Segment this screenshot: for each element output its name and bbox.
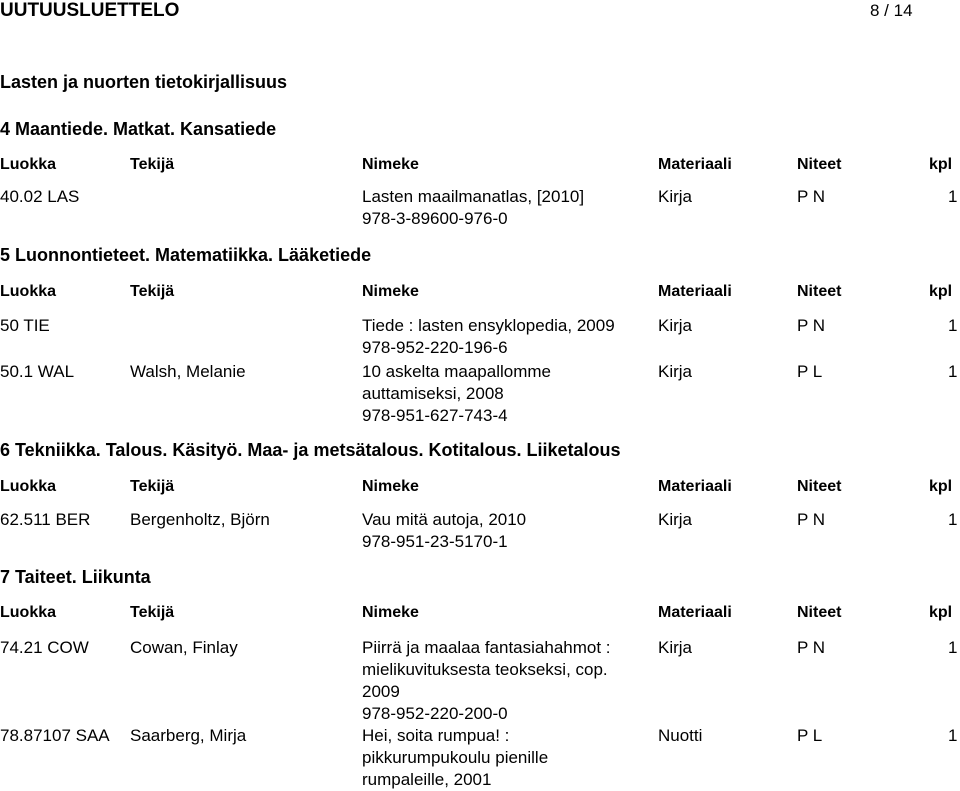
cell-nimeke bbox=[362, 186, 584, 230]
nimeke-line: 978-952-220-196-6 bbox=[362, 338, 508, 357]
section-heading: 6 Tekniikka. Talous. Käsityö. Maa- ja metsätalous. Kotitalous. Liiketalous bbox=[0, 440, 621, 460]
col-kpl: kpl bbox=[929, 156, 953, 173]
cell-luokka: 50 TIE bbox=[0, 316, 50, 335]
section-heading: 4 Maantiede. Matkat. Kansatiede bbox=[0, 119, 277, 139]
nimeke-line: 978-3-89600-976-0 bbox=[362, 209, 508, 228]
col-kpl: kpl bbox=[929, 283, 953, 300]
col-kpl: kpl bbox=[929, 478, 953, 495]
col-tekija: Tekijä bbox=[130, 156, 175, 173]
cell-kpl: 1 bbox=[948, 362, 958, 381]
nimeke-line: Piirrä ja maalaa fantasiahahmot : bbox=[362, 638, 611, 657]
nimeke-line: Hei, soita rumpua! : bbox=[362, 726, 510, 745]
cell-materiaali: Kirja bbox=[658, 187, 693, 206]
col-tekija: Tekijä bbox=[130, 283, 175, 300]
col-niteet: Niteet bbox=[797, 283, 842, 300]
cell-tekija: Walsh, Melanie bbox=[130, 362, 246, 381]
cell-niteet: P L bbox=[797, 362, 823, 381]
col-niteet: Niteet bbox=[797, 478, 842, 495]
cell-kpl: 1 bbox=[948, 316, 958, 335]
cell-kpl: 1 bbox=[948, 187, 958, 206]
col-luokka: Luokka bbox=[0, 156, 57, 173]
nimeke-line: Tiede : lasten ensyklopedia, 2009 bbox=[362, 316, 615, 335]
nimeke-line: auttamiseksi, 2008 bbox=[362, 384, 504, 403]
category-title: Lasten ja nuorten tietokirjallisuus bbox=[0, 72, 288, 92]
nimeke-line: rumpaleille, 2001 bbox=[362, 770, 492, 789]
col-nimeke: Nimeke bbox=[362, 604, 419, 621]
col-niteet: Niteet bbox=[797, 604, 842, 621]
col-nimeke: Nimeke bbox=[362, 283, 419, 300]
cell-niteet: P N bbox=[797, 638, 826, 657]
cell-kpl: 1 bbox=[948, 510, 958, 529]
cell-luokka: 40.02 LAS bbox=[0, 187, 80, 206]
col-luokka: Luokka bbox=[0, 478, 57, 495]
section-heading: 5 Luonnontieteet. Matematiikka. Lääketiede bbox=[0, 245, 372, 265]
nimeke-line: Vau mitä autoja, 2010 bbox=[362, 510, 527, 529]
cell-nimeke bbox=[362, 637, 611, 725]
cell-niteet: P N bbox=[797, 316, 826, 335]
cell-tekija: Saarberg, Mirja bbox=[130, 726, 247, 745]
cell-luokka: 62.511 BER bbox=[0, 510, 91, 529]
page-title: UUTUUSLUETTELO bbox=[0, 0, 180, 21]
nimeke-line: 10 askelta maapallomme bbox=[362, 362, 551, 381]
col-materiaali: Materiaali bbox=[658, 283, 732, 300]
cell-kpl: 1 bbox=[948, 726, 958, 745]
cell-materiaali: Kirja bbox=[658, 362, 693, 381]
cell-niteet: P N bbox=[797, 510, 826, 529]
cell-materiaali: Kirja bbox=[658, 316, 693, 335]
cell-nimeke bbox=[362, 509, 526, 553]
col-tekija: Tekijä bbox=[130, 478, 175, 495]
col-luokka: Luokka bbox=[0, 604, 57, 621]
col-materiaali: Materiaali bbox=[658, 604, 732, 621]
cell-niteet: P N bbox=[797, 187, 826, 206]
nimeke-line: pikkurumpukoulu pienille bbox=[362, 748, 549, 767]
nimeke-line: 2009 bbox=[362, 682, 400, 701]
cell-luokka: 78.87107 SAA bbox=[0, 726, 110, 745]
nimeke-line: 978-951-23-5170-1 bbox=[362, 532, 508, 551]
col-nimeke: Nimeke bbox=[362, 478, 419, 495]
nimeke-line: 978-951-627-743-4 bbox=[362, 406, 508, 425]
cell-nimeke bbox=[362, 361, 551, 427]
cell-materiaali: Nuotti bbox=[658, 726, 703, 745]
col-tekija: Tekijä bbox=[130, 604, 175, 621]
cell-nimeke bbox=[362, 725, 548, 791]
page-number: 8 / 14 bbox=[870, 1, 913, 20]
cell-materiaali: Kirja bbox=[658, 510, 693, 529]
col-luokka: Luokka bbox=[0, 283, 57, 300]
cell-tekija: Bergenholtz, Björn bbox=[130, 510, 270, 529]
cell-nimeke bbox=[362, 315, 615, 359]
col-nimeke: Nimeke bbox=[362, 156, 419, 173]
nimeke-line: 978-952-220-200-0 bbox=[362, 704, 508, 723]
nimeke-line: mielikuvituksesta teokseksi, cop. bbox=[362, 660, 608, 679]
col-kpl: kpl bbox=[929, 604, 953, 621]
cell-luokka: 50.1 WAL bbox=[0, 362, 75, 381]
col-materiaali: Materiaali bbox=[658, 156, 732, 173]
cell-tekija: Cowan, Finlay bbox=[130, 638, 238, 657]
col-materiaali: Materiaali bbox=[658, 478, 732, 495]
col-niteet: Niteet bbox=[797, 156, 842, 173]
cell-luokka: 74.21 COW bbox=[0, 638, 89, 657]
cell-niteet: P L bbox=[797, 726, 823, 745]
cell-materiaali: Kirja bbox=[658, 638, 693, 657]
cell-kpl: 1 bbox=[948, 638, 958, 657]
nimeke-line: Lasten maailmanatlas, [2010] bbox=[362, 187, 585, 206]
section-heading: 7 Taiteet. Liikunta bbox=[0, 567, 151, 587]
